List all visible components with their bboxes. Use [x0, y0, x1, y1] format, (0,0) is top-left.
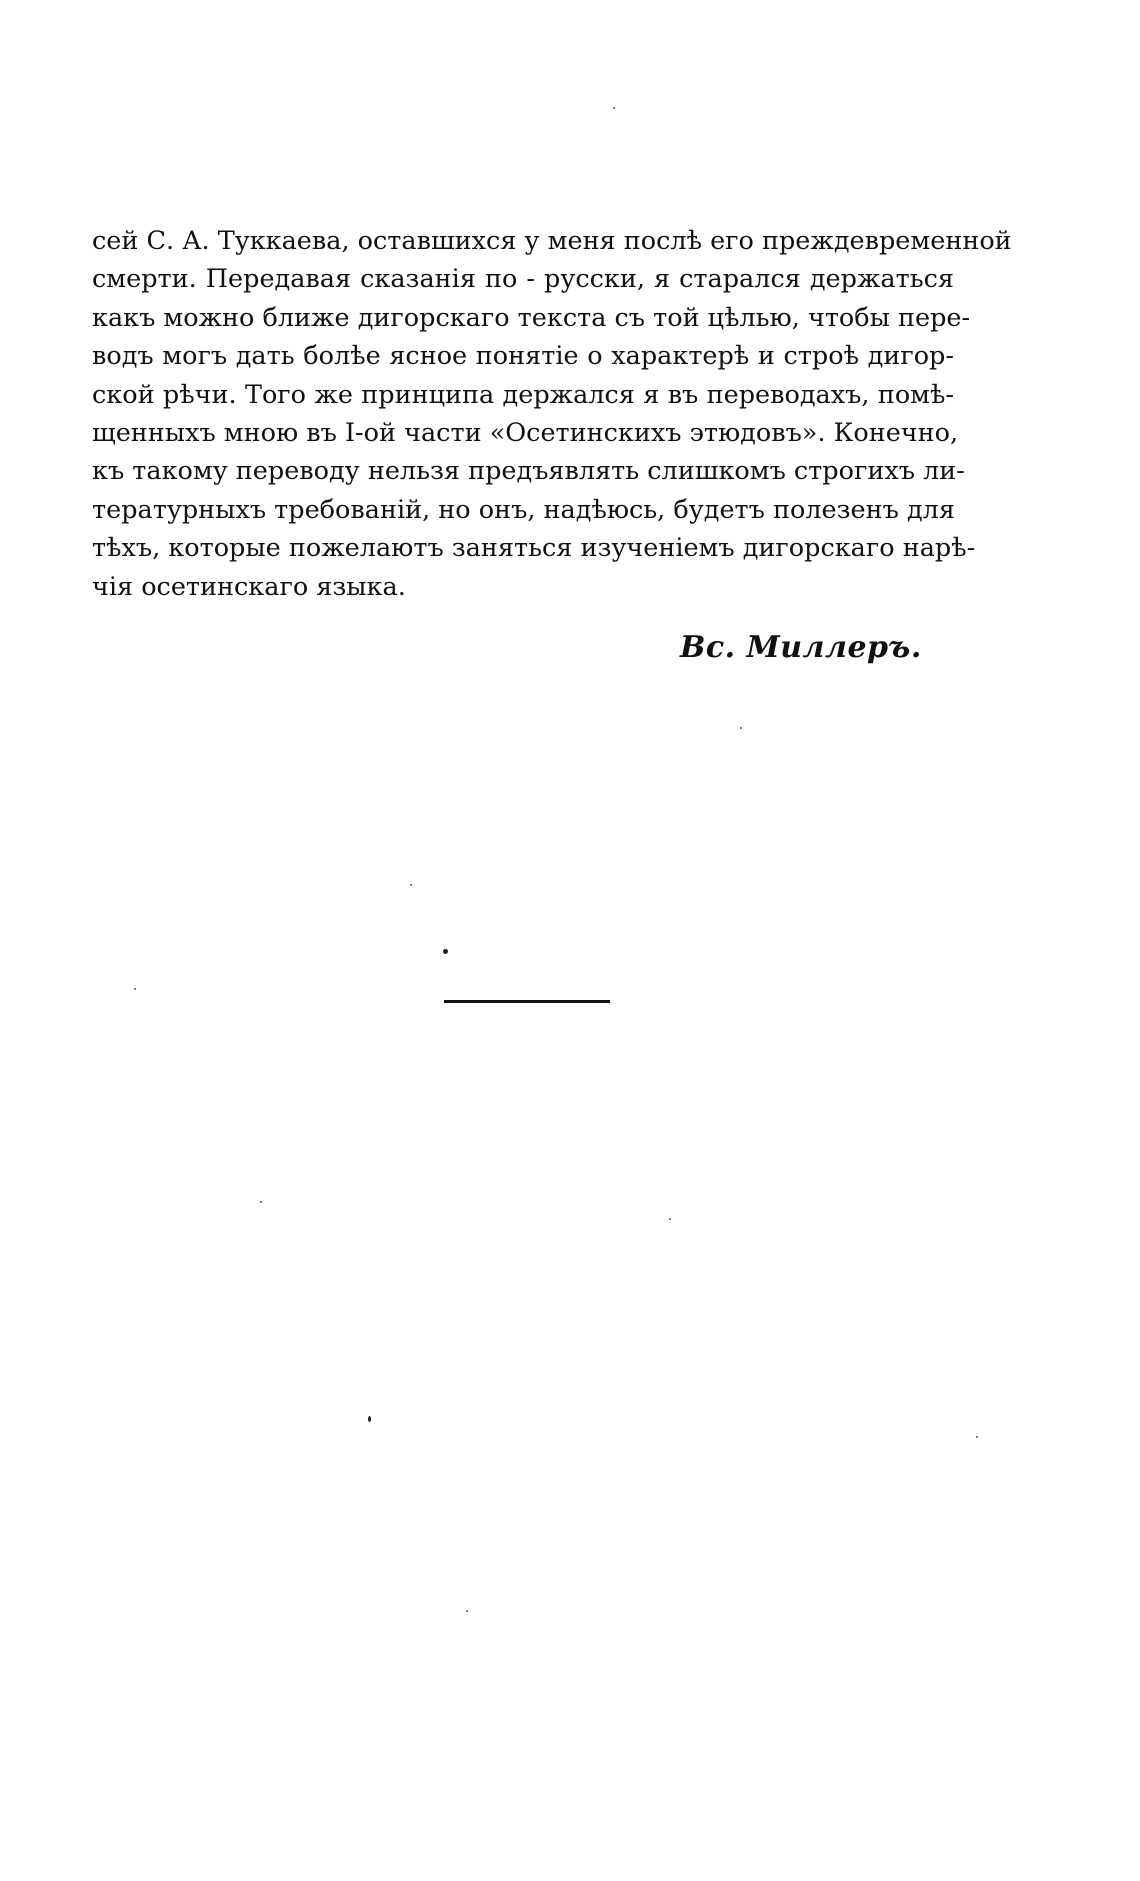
text-line: смерти. Передавая сказанія по - русски, я старался держаться	[92, 264, 954, 295]
scan-speck	[260, 1201, 262, 1203]
scan-speck	[466, 1610, 468, 1612]
text-line: ской рѣчи. Того же принципа держался я въ переводахъ, помѣ-	[92, 379, 954, 410]
scan-speck	[410, 884, 412, 886]
text-line: какъ можно ближе дигорскаго текста съ той цѣлью, чтобы пере-	[92, 302, 971, 333]
text-line: чія осетинскаго языка.	[92, 571, 406, 602]
author-signature: Вс. Миллеръ.	[680, 630, 922, 665]
text-line: тѣхъ, которые пожелаютъ заняться изученіемъ дигорскаго нарѣ-	[92, 533, 976, 564]
text-line: щенныхъ мною въ I-ой части «Осетинскихъ этюдовъ». Конечно,	[92, 417, 959, 448]
scan-speck	[740, 727, 742, 729]
scan-speck	[976, 1436, 978, 1438]
text-line: къ такому переводу нельзя предъявлять слишкомъ строгихъ ли-	[92, 456, 965, 487]
scan-speck	[669, 1218, 671, 1220]
text-line: тературныхъ требованій, но онъ, надѣюсь, будетъ полезенъ для	[92, 494, 955, 525]
scan-speck	[443, 949, 448, 954]
scan-speck	[368, 1416, 371, 1422]
scan-speck	[613, 107, 615, 109]
body-paragraph	[92, 222, 1012, 606]
text-line: сей С. А. Туккаева, оставшихся у меня послѣ его преждевременной	[92, 226, 1012, 256]
section-divider	[444, 1000, 610, 1003]
text-line: водъ могъ дать болѣе ясное понятіе о характерѣ и строѣ дигор-	[92, 341, 954, 372]
scan-speck	[134, 988, 136, 990]
